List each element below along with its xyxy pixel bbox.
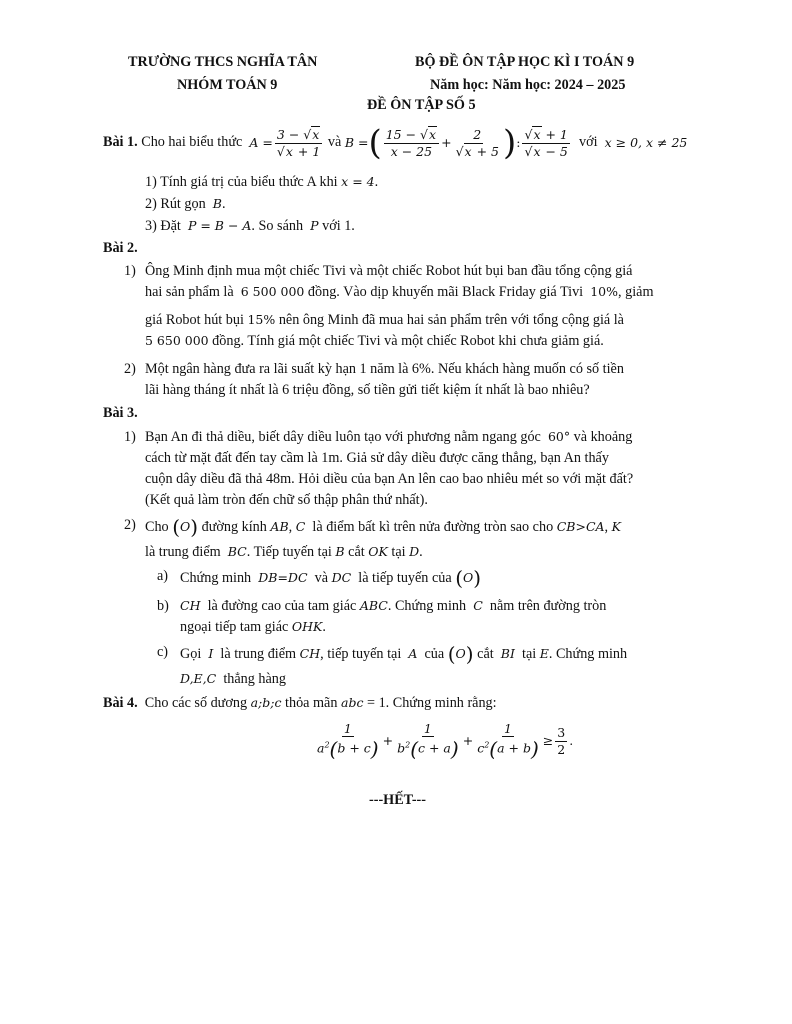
end-mark: ---HẾT--- — [369, 792, 427, 808]
bai3-a-text: Chứng minh DB=DC và DC là tiếp tuyến của (O) — [180, 566, 482, 590]
bai1-label: Bài 1. — [103, 134, 138, 151]
bai3-p1-number: 1) — [124, 429, 136, 445]
bai2-p2-line1: Một ngân hàng đưa ra lãi suất kỳ hạn 1 năm là 6%. Nếu khách hàng muốn có số tiền — [145, 361, 624, 377]
bai3-b-line1: CH là đường cao của tam giác ABC. Chứng minh C nằm trên đường tròn — [180, 598, 607, 614]
with-word: với — [578, 134, 598, 151]
bai2-p2-line2: lãi hàng tháng ít nhất là 6 triệu đồng, số tiền gửi tiết kiệm ít nhất là bao nhiêu? — [145, 382, 590, 398]
expr-B-label: B = — [344, 134, 369, 150]
bai1-q1: 1) Tính giá trị của biểu thức A khi x = 4. — [145, 174, 379, 190]
bai3-p1-line3: cuộn dây diều đã thả 48m. Hỏi diều của bạn An lên cao bao nhiêu mét so với mặt đất? — [145, 471, 634, 487]
bai1-intro: Cho hai biểu thức — [141, 134, 243, 151]
bai3-a-label: a) — [157, 568, 169, 584]
bai3-b-line2: ngoại tiếp tam giác OHK. — [180, 619, 326, 635]
bai3-p2-number: 2) — [124, 517, 136, 533]
expr-B-fraction-1: $\frac{15 - √x}{x - 25}$ — [384, 128, 439, 159]
bai3-p1-line1: Bạn An đi thả diều, biết dây diều luôn tạo với phương nằm ngang góc 60° và khoảng — [145, 429, 633, 445]
expr-B-fraction-2: $\frac{2}{√x + 5}$ — [455, 126, 499, 159]
ineq-term-2: $\frac{1}{b^2(c + a)}$ — [397, 720, 459, 762]
bai1-statement: Bài 1. Cho hai biểu thức A = $\frac{3 - √x}{√x + 1}$ và B = ( $\frac{15 - √x}{x - 25}$ + $\frac{2}{√x + 5}$ ) : $\frac{√x + 1}{√x - 5}$ với x ≥ 0, x ≠ 25 — [103, 123, 688, 163]
bai2-p1-line4: 5 650 000 đồng. Tính giá một chiếc Tivi và một chiếc Robot khi chưa giảm giá. — [145, 333, 604, 349]
bai1-q2: 2) Rút gọn B. — [145, 196, 226, 212]
bai3-p2-line1: Cho (O) đường kính AB, C là điểm bất kì trên nửa đường tròn sao cho CB>CA, K — [145, 515, 621, 539]
bai2-p1-line1: Ông Minh định mua một chiếc Tivi và một chiếc Robot hút bụi ban đầu tổng cộng giá — [145, 263, 633, 279]
bai3-c-label: c) — [157, 644, 169, 660]
bai2-p1-line2: hai sản phẩm là 6 500 000 đồng. Vào dịp khuyến mãi Black Friday giá Tivi 10%, giảm — [145, 284, 654, 300]
bai1-q3: 3) Đặt P = B − A. So sánh P với 1. — [145, 218, 355, 234]
bai2-label: Bài 2. — [103, 240, 138, 256]
ineq-term-3: $\frac{1}{c^2(a + b)}$ — [477, 720, 539, 762]
bai3-label: Bài 3. — [103, 405, 138, 421]
bai4-inequality: $\frac{1}{a^2(b + c)}$ + $\frac{1}{b^2(c + a)}$ + $\frac{1}{c^2(a + b)}$ ≥ $\frac{3}{2}$ . — [317, 720, 574, 762]
exam-title: ĐỀ ÔN TẬP SỐ 5 — [367, 97, 476, 113]
expr-A-fraction: $\frac{3 - √x}{√x + 1}$ — [276, 126, 321, 159]
bai3-c-line2: D,E,C thẳng hàng — [180, 671, 286, 687]
group-name: NHÓM TOÁN 9 — [177, 77, 278, 93]
expr-B-fraction-3: $\frac{√x + 1}{√x - 5}$ — [524, 126, 568, 159]
bai3-p1-line2: cách từ mặt đất đến tay cầm là 1m. Giả sử dây diều được căng thẳng, bạn An thấy — [145, 450, 609, 466]
bai2-p1-line3: giá Robot hút bụi 15% nên ông Minh đã mua hai sản phẩm trên với tổng cộng giá là — [145, 312, 624, 328]
school-name: TRƯỜNG THCS NGHĨA TÂN — [128, 54, 318, 70]
bai3-p2-line2: là trung điểm BC. Tiếp tuyến tại B cắt OK tại D. — [145, 544, 423, 560]
ineq-rhs: $\frac{3}{2}$ — [557, 724, 566, 757]
bai4-label: Bài 4. — [103, 695, 138, 711]
and-word: và — [327, 134, 342, 151]
bai4-statement: Bài 4. Cho các số dương a;b;c thỏa mãn abc = 1. Chứng minh rằng: — [103, 695, 497, 711]
bai3-p1-line4: (Kết quả làm tròn đến chữ số thập phân thứ nhất). — [145, 492, 428, 508]
bai3-c-line1: Gọi I là trung điểm CH, tiếp tuyến tại A của (O) cắt BI tại E. Chứng minh — [180, 642, 628, 666]
bai2-p2-number: 2) — [124, 361, 136, 377]
expr-A-label: A = — [249, 134, 273, 150]
ineq-term-1: $\frac{1}{a^2(b + c)}$ — [317, 720, 379, 762]
set-title: BỘ ĐỀ ÔN TẬP HỌC KÌ I TOÁN 9 — [415, 54, 635, 70]
school-year: Năm học: Năm học: 2024 – 2025 — [430, 77, 626, 93]
bai2-p1-number: 1) — [124, 263, 136, 279]
bai3-b-label: b) — [157, 598, 169, 614]
domain-condition: x ≥ 0, x ≠ 25 — [604, 134, 688, 150]
